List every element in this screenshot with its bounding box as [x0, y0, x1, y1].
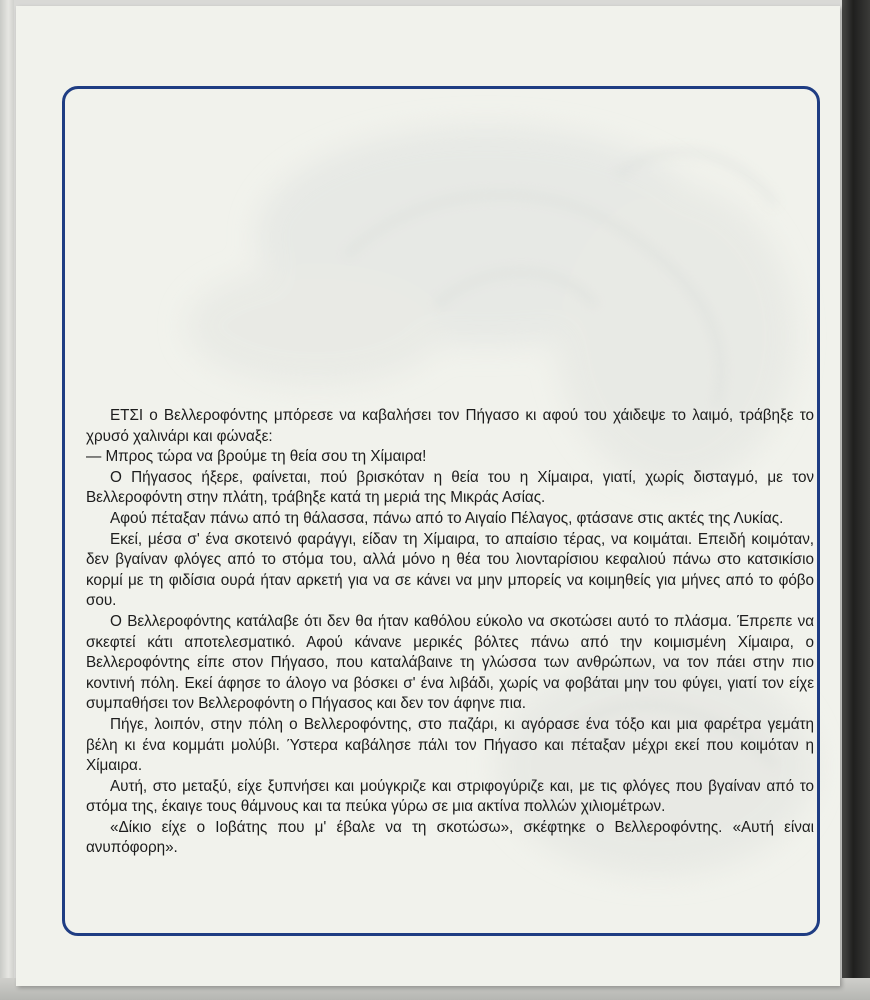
scanner-right-edge: [842, 0, 870, 1000]
scanner-left-edge: [0, 0, 14, 1000]
paragraph-4: Αφού πέταξαν πάνω από τη θάλασσα, πάνω από το Αιγαίο Πέλαγος, φτάσανε στις ακτές της Λυκίας.: [110, 509, 784, 527]
paragraph-3: Ο Πήγασος ήξερε, φαίνεται, πού βρισκόταν η θεία του η Χίμαιρα, γιατί, χωρίς δισταγμό, με τον Βελλεροφόντη στην πλάτη, τράβηξε κατά τη μεριά της Μικράς Ασίας.: [86, 468, 814, 507]
paragraph-2-dialogue: — Μπρος τώρα να βρούμε τη θεία σου τη Χίμαιρα!: [86, 448, 427, 466]
story-text: [86, 406, 814, 859]
paragraph-8: Αυτή, στο μεταξύ, είχε ξυπνήσει και μούγκριζε και στριφογύριζε και, με τις φλόγες που βγαίναν από το στόμα της, έκαιγε τους θάμνους και τα πεύκα γύρω σε μια ακτίνα πολλών χιλιομέτρων.: [86, 777, 814, 816]
paragraph-6: Ο Βελλεροφόντης κατάλαβε ότι δεν θα ήταν καθόλου εύκολο να σκοτώσει αυτό το πλάσμα. Έπρεπε να σκεφτεί κάτι αποτελεσματικό. Αφού κάνανε μερικές βόλτες πάνω από την κοιμισμένη Χίμαιρα, ο Βελλεροφόντης είπε στον Πήγασο, που καταλάβαινε τη γλώσσα των ανθρώπων, να τον πάει στην πιο κοντινή πόλη. Εκεί άφησε το άλογο να βόσκει σ' ένα λιβάδι, χωρίς να φοβάται μην του φύγει, γιατί τον είχε συμπαθήσει τον Βελλεροφόντη ο Πήγασος και δεν τον άφηνε πια.: [86, 612, 814, 713]
book-page: [16, 6, 840, 986]
paragraph-5: Εκεί, μέσα σ' ένα σκοτεινό φαράγγι, είδαν τη Χίμαιρα, το απαίσιο τέρας, να κοιμάται. Επειδή κοιμόταν, δεν βγαίναν φλόγες από το στόμα του, αλλά μόνο η θέα του λιονταρίσιου κεφαλιού πάνω στο κατσικίσιο κορμί με τη φιδίσια ουρά ήταν αρκετή για να σε κάνει να μην μπορείς να κοιμηθείς για μήνες από το φόβο σου.: [86, 530, 814, 610]
paragraph-9: «Δίκιο είχε ο Ιοβάτης που μ' έβαλε να τη σκοτώσω», σκέφτηκε ο Βελλεροφόντης. «Αυτή είναι ανυπόφορη».: [86, 818, 814, 857]
paragraph-1: ΕΤΣΙ ο Βελλεροφόντης μπόρεσε να καβαλήσει τον Πήγασο κι αφού του χάιδεψε το λαιμό, τράβηξε το χρυσό χαλινάρι και φώναξε:: [86, 407, 814, 445]
paragraph-7: Πήγε, λοιπόν, στην πόλη ο Βελλεροφόντης, στο παζάρι, κι αγόρασε ένα τόξο και μια φαρέτρα γεμάτη βέλη κι ένα κομμάτι μολύβι. Ύστερα καβάλησε πάλι τον Πήγασο και πέταξαν μέχρι εκεί που κοιμόταν η Χίμαιρα.: [86, 715, 814, 775]
